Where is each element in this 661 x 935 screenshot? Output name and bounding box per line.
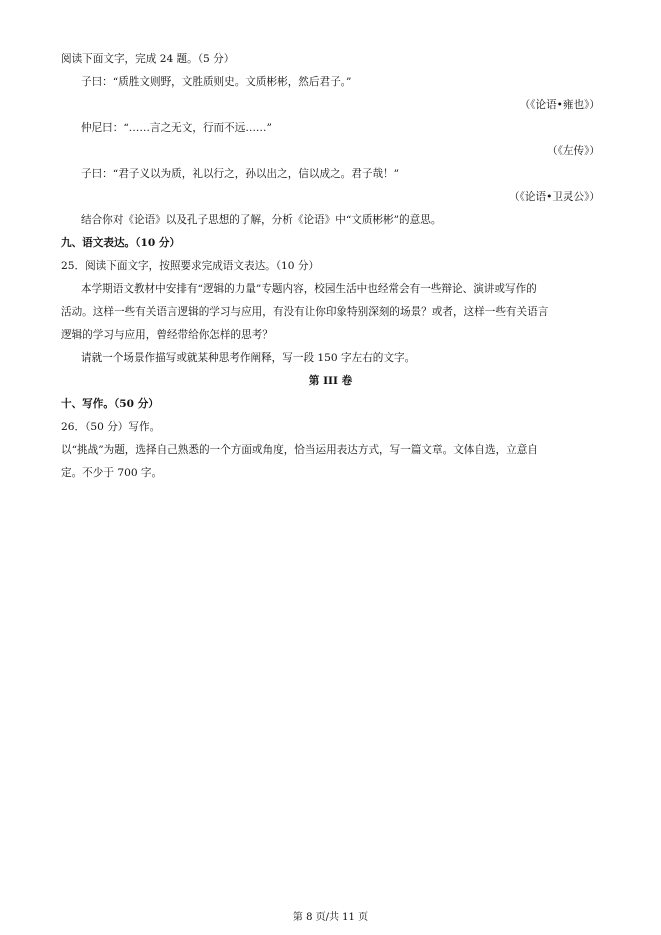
q25-task: 请就一个场景作描写或就某种思考作阐释，写一段 150 字左右的文字。 (81, 352, 416, 364)
quote-zuozhuan: 仲尼曰：“……言之无文，行而不远……” (81, 122, 272, 134)
q26-prompt-line1: 以“挑战”为题，选择自己熟悉的一个方面或角度，恰当运用表达方式，写一篇文章。文体自选，立意自 (61, 444, 538, 456)
q26-intro: 26．（50 分）写作。 (61, 421, 161, 433)
q24-task: 结合你对《论语》以及孔子思想的了解，分析《论语》中“文质彬彬”的意思。 (81, 214, 442, 226)
quote-lunyu-weilinggong: 子曰：“君子义以为质，礼以行之，孙以出之，信以成之。君子哉！” (81, 168, 400, 180)
source-zuozhuan: （《左传》） (547, 145, 600, 157)
page-footer: 第 8 页/共 11 页 (292, 912, 369, 923)
section10-heading: 十、写作。（50 分） (61, 398, 159, 410)
volume3-heading: 第 III 卷 (308, 375, 353, 387)
q25-intro: 25．阅读下面文字，按照要求完成语文表达。（10 分） (61, 260, 320, 272)
q25-paragraph-line1: 本学期语文教材中安排有“逻辑的力量”专题内容，校园生活中也经常会有一些辩论、演讲或写作的 (81, 283, 537, 295)
section9-heading: 九、语文表达。（10 分） (61, 237, 181, 249)
q24-intro: 阅读下面文字，完成 24 题。（5 分） (61, 53, 235, 65)
q25-paragraph-line3: 逻辑的学习与应用，曾经带给你怎样的思考？ (61, 329, 273, 341)
q25-paragraph-line2: 活动。这样一些有关语言逻辑的学习与应用，有没有让你印象特别深刻的场景？或者，这样一些有关语言 (61, 306, 549, 318)
source-lunyu-yongye: （《论语•雍也》） (519, 99, 600, 111)
quote-lunyu-yongye: 子曰：“质胜文则野，文胜质则史。文质彬彬，然后君子。” (81, 76, 352, 88)
q26-prompt-line2: 定。不少于 700 字。 (61, 467, 163, 479)
source-lunyu-weilinggong: （《论语•卫灵公》） (509, 191, 600, 203)
